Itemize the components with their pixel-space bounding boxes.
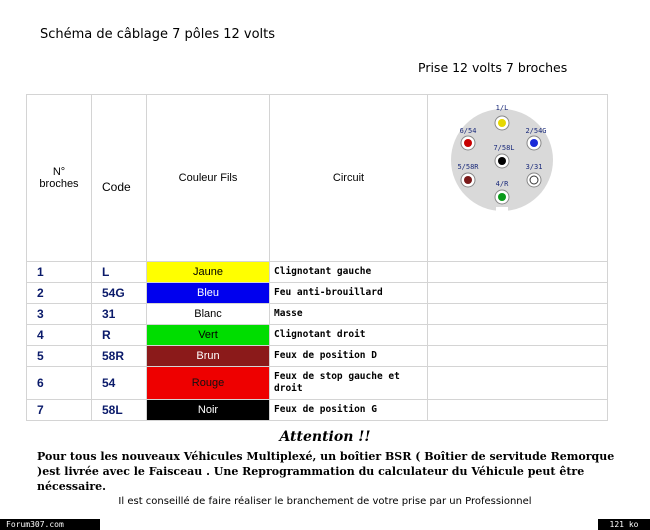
advice-text: Il est conseillé de faire réaliser le branchement de votre prise par un Professionnel [118, 496, 532, 507]
row-empty-cell [428, 400, 608, 421]
pin-7-label: 7/58L [493, 144, 515, 152]
pin-7-dot [498, 157, 506, 165]
row-pin-number: 5 [27, 346, 92, 367]
table-row [27, 367, 608, 400]
row-circuit: Masse [270, 304, 428, 325]
header-pin-number-line1: N° [52, 166, 66, 178]
row-circuit: Clignotant gauche [270, 262, 428, 283]
row-code: 31 [92, 304, 147, 325]
row-pin-number: 2 [27, 283, 92, 304]
row-circuit: Feux de position G [270, 400, 428, 421]
warning-text: Pour tous les nouveaux Véhicules Multiplexé, un boîtier BSR ( Boîtier de servitude Remorque )est livrée avec le Faisceau . Une Reprogrammation du calculateur du Véhicule peut être nécessaire. [37, 450, 615, 493]
plug-key-notch [496, 207, 508, 217]
pin-4 [495, 180, 509, 204]
plug-diagram [448, 100, 556, 220]
row-code: 54 [92, 367, 147, 400]
footer-site: Forum307.com [0, 519, 100, 530]
row-pin-number: 1 [27, 262, 92, 283]
row-circuit: Feux de position D [270, 346, 428, 367]
pin-1-dot [498, 119, 506, 127]
attention-heading: Attention !! [279, 429, 371, 445]
table-row [27, 325, 608, 346]
row-empty-cell [428, 325, 608, 346]
row-empty-cell [428, 367, 608, 400]
row-wire-color: Jaune [147, 262, 270, 283]
header-circuit: Circuit [270, 95, 428, 262]
header-pin-number [27, 95, 92, 262]
row-code: R [92, 325, 147, 346]
header-color: Couleur Fils [147, 95, 270, 262]
row-code: 58L [92, 400, 147, 421]
row-circuit: Clignotant droit [270, 325, 428, 346]
pin-2-label: 2/54G [525, 127, 547, 135]
header-pin-number-line2: broches [39, 178, 79, 190]
row-code: L [92, 262, 147, 283]
table-row [27, 283, 608, 304]
pin-6-dot [464, 139, 472, 147]
table-row [27, 304, 608, 325]
row-wire-color: Bleu [147, 283, 270, 304]
row-wire-color: Brun [147, 346, 270, 367]
table-row [27, 400, 608, 421]
pin-3-label: 3/31 [525, 163, 543, 171]
row-empty-cell [428, 283, 608, 304]
row-pin-number: 7 [27, 400, 92, 421]
pin-4-dot [498, 193, 506, 201]
pin-4-label: 4/R [495, 180, 509, 188]
table-row [27, 262, 608, 283]
row-empty-cell [428, 304, 608, 325]
row-wire-color: Vert [147, 325, 270, 346]
pin-2-dot [530, 139, 538, 147]
row-wire-color: Rouge [147, 367, 270, 400]
pin-5-dot [464, 176, 472, 184]
row-circuit: Feux de stop gauche et droit [270, 367, 428, 400]
row-wire-color: Noir [147, 400, 270, 421]
row-pin-number: 4 [27, 325, 92, 346]
footer-size: 121 ko [598, 519, 650, 530]
row-empty-cell [428, 346, 608, 367]
pin-1-label: 1/L [495, 104, 509, 112]
row-pin-number: 3 [27, 304, 92, 325]
plug-subtitle: Prise 12 volts 7 broches [418, 60, 568, 75]
row-pin-number: 6 [27, 367, 92, 400]
row-code: 58R [92, 346, 147, 367]
pin-5-label: 5/58R [457, 163, 479, 171]
page-title: Schéma de câblage 7 pôles 12 volts [40, 27, 276, 42]
row-code: 54G [92, 283, 147, 304]
table-row [27, 346, 608, 367]
row-wire-color: Blanc [147, 304, 270, 325]
pin-6 [460, 127, 477, 150]
header-code: Code [92, 95, 147, 262]
row-circuit: Feu anti-brouillard [270, 283, 428, 304]
pin-6-label: 6/54 [459, 127, 477, 135]
row-empty-cell [428, 262, 608, 283]
pin-3-dot [530, 176, 538, 184]
